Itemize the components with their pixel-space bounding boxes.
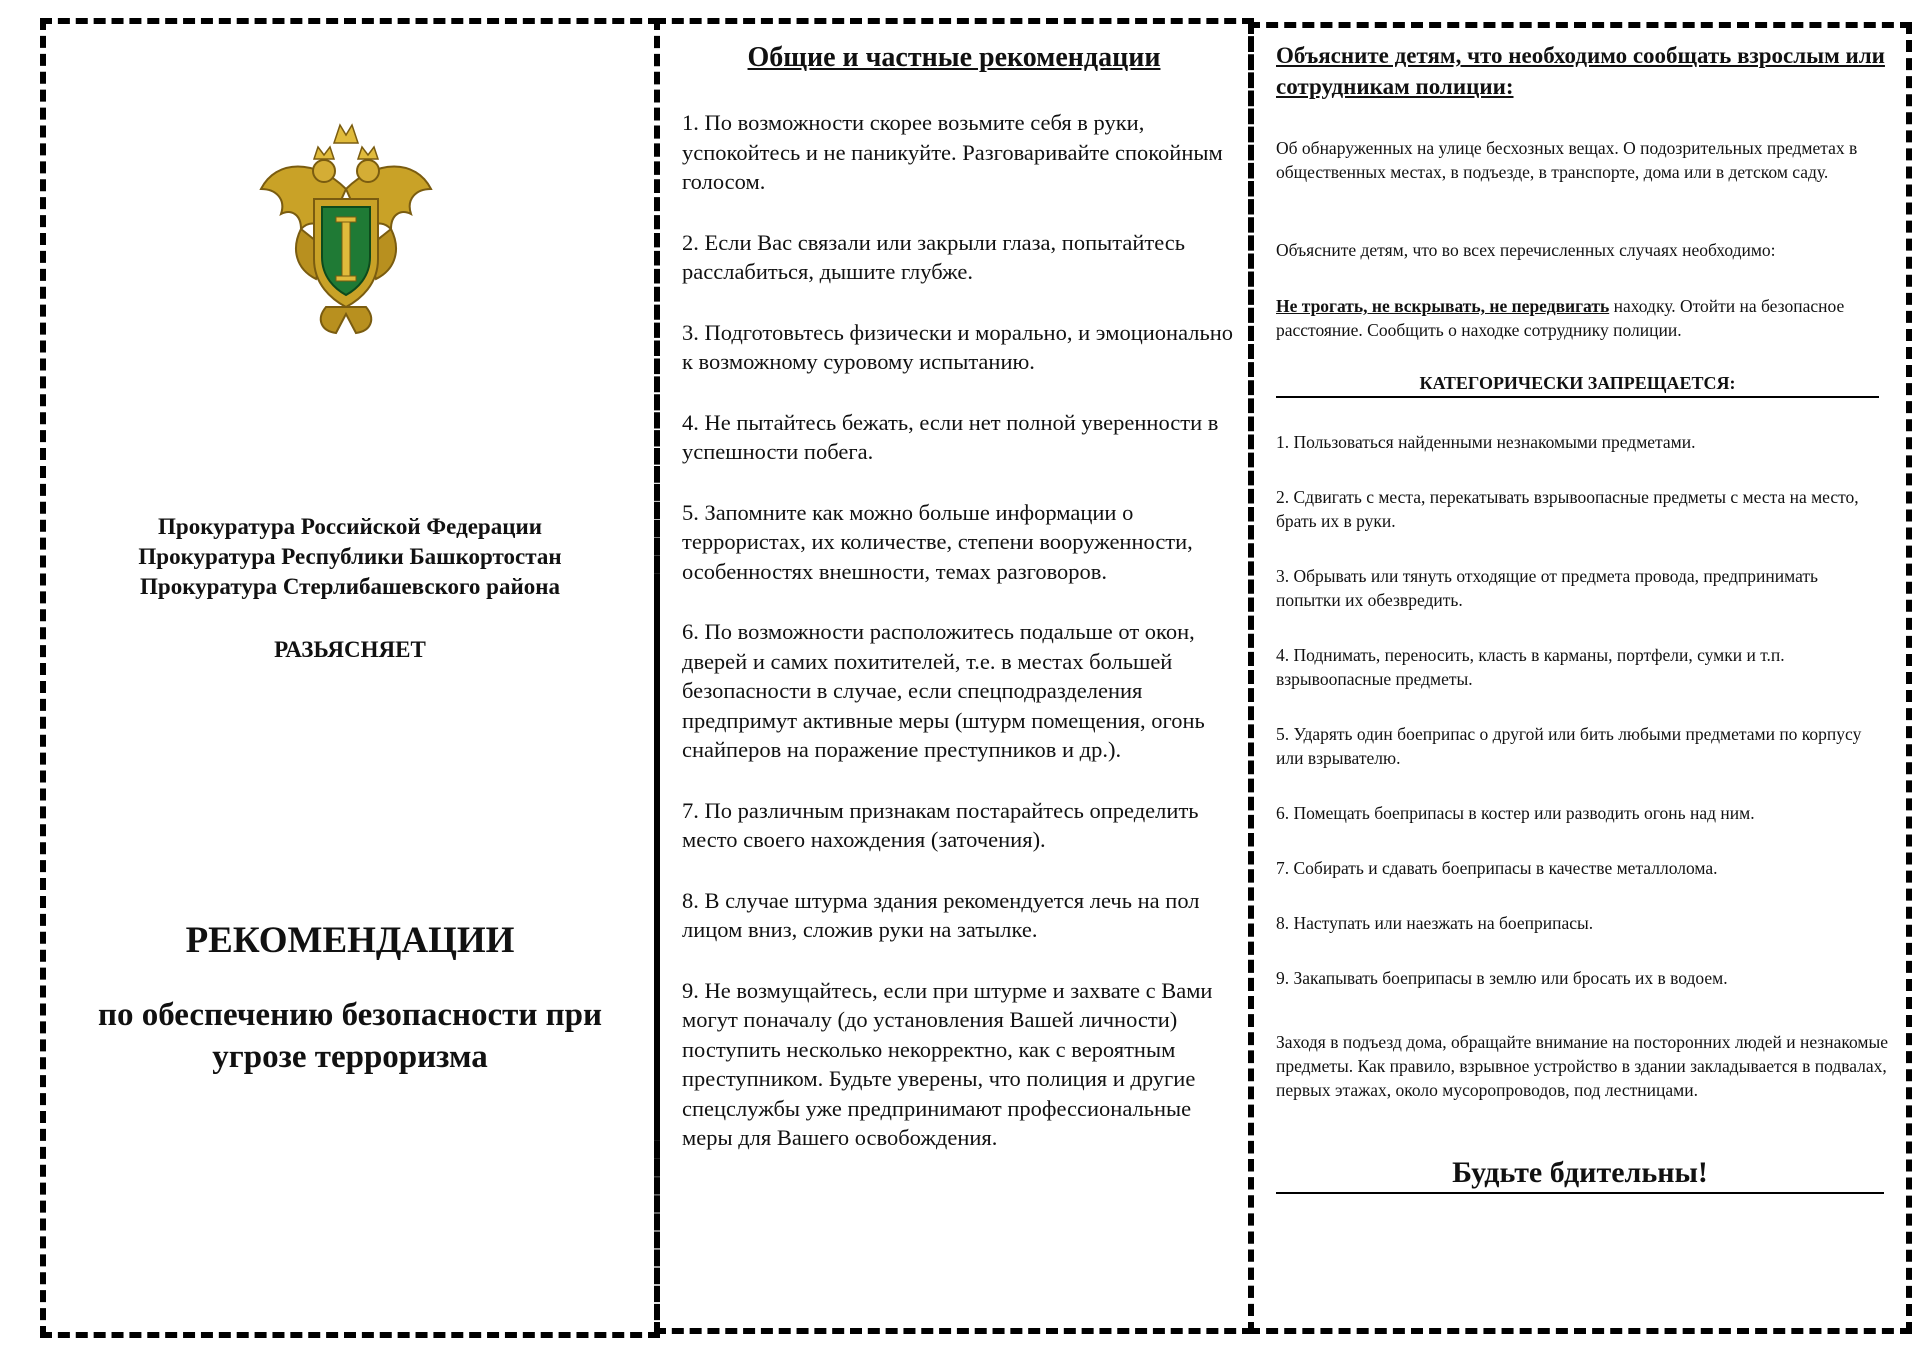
advice-paragraph: Заходя в подъезд дома, обращайте внимание на посторонних людей и незнакомые предметы. Как правило, взрывное устройство в здании закладывается в подвалах, первых этажах, около мусоропроводов, под лестницами. <box>1276 1032 1889 1100</box>
advice-paragraph: Объясните детям, что во всех перечисленных случаях необходимо: <box>1276 240 1776 260</box>
org-line: Прокуратура Республики Башкортостан <box>138 544 562 569</box>
list-item: 4. Поднимать, переносить, класть в карманы, портфели, сумки и т.п. взрывоопасные предметы. <box>1276 645 1785 689</box>
advice-paragraph: Об обнаруженных на улице бесхозных вещах. О подозрительных предметах в общественных местах, в подъезде, в транспорте, дома или в детском саду. <box>1276 138 1858 182</box>
prosecutor-emblem-icon <box>256 119 436 339</box>
cover-title: РЕКОМЕНДАЦИИ <box>185 920 515 961</box>
org-line: Прокуратура Стерлибашевского района <box>140 574 560 599</box>
forbidden-list <box>1276 430 1886 1021</box>
list-item: 7. По различным признакам постарайтесь определить место своего нахождения (заточения). <box>682 797 1199 852</box>
advice-paragraph <box>1276 294 1888 342</box>
list-item: 9. Не возмущайтесь, если при штурме и захвате с Вами могут поначалу (до установления Вашей личности) поступить несколько некорректно, как с вероятным преступником. Будьте уверены, что полиция и другие спецслужбы уже предпринимают профессиональные меры для Вашего освобождения. <box>682 977 1213 1150</box>
recommendations-title: Общие и частные рекомендации <box>747 42 1161 73</box>
recommendations-panel <box>654 18 1254 1334</box>
children-advice-panel <box>1248 22 1912 1334</box>
list-item: 6. По возможности расположитесь подальше от окон, дверей и самих похитителей, т.е. в местах большей безопасности в случае, если спецподразделения предпримут активные меры (штурм помещения, огонь снайперов на поражение преступников и др.). <box>682 619 1205 762</box>
recommendations-list <box>682 108 1234 1184</box>
list-item: 8. Наступать или наезжать на боеприпасы. <box>1276 913 1594 933</box>
list-item: 7. Собирать и сдавать боеприпасы в качестве металлолома. <box>1276 858 1718 878</box>
org-line: Прокуратура Российской Федерации <box>158 514 542 539</box>
cover-subtitle <box>66 994 634 1078</box>
organizations-block <box>46 512 654 602</box>
list-item: 2. Если Вас связали или закрыли глаза, попытайтесь расслабиться, дышите глубже. <box>682 229 1185 284</box>
closing-slogan: Будьте бдительны! <box>1276 1156 1884 1194</box>
list-item: 8. В случае штурма здания рекомендуется лечь на пол лицом вниз, сложив руки на затылке. <box>682 887 1200 942</box>
advice-emphasis: Не трогать, не вскрывать, не передвигать <box>1276 296 1610 316</box>
list-item: 6. Помещать боеприпасы в костер или разводить огонь над ним. <box>1276 803 1755 823</box>
cover-panel <box>40 18 660 1338</box>
advice-text: находку. Отойти на безопасное расстояние. Сообщить о находке сотруднику полиции. <box>1276 296 1845 340</box>
subtitle-line: угрозе терроризма <box>212 1039 488 1075</box>
list-item: 3. Обрывать или тянуть отходящие от предмета провода, предпринимать попытки их обезвредить. <box>1276 566 1819 610</box>
explains-label: РАЗЬЯСНЯЕТ <box>274 637 426 662</box>
list-item: 4. Не пытайтесь бежать, если нет полной уверенности в успешности побега. <box>682 409 1219 464</box>
list-item: 5. Ударять один боеприпас о другой или бить любыми предметами по корпусу или взрывателю. <box>1276 724 1862 768</box>
list-item: 5. Запомните как можно больше информации о террористах, их количестве, степени вооруженности, особенностях внешности, темах разговоров. <box>682 499 1193 584</box>
children-advice-heading: Объясните детям, что необходимо сообщать взрослым или сотрудникам полиции: <box>1276 43 1885 99</box>
subtitle-line: по обеспечению безопасности при <box>97 997 603 1033</box>
list-item: 9. Закапывать боеприпасы в землю или бросать их в водоем. <box>1276 968 1728 988</box>
forbidden-title <box>1276 373 1879 398</box>
list-item: 3. Подготовьтесь физически и морально, и эмоционально к возможному суровому испытанию. <box>682 319 1234 374</box>
forbidden-title-text: КАТЕГОРИЧЕСКИ ЗАПРЕЩАЕТСЯ: <box>1419 373 1736 393</box>
list-item: 1. По возможности скорее возьмите себя в руки, успокойтесь и не паникуйте. Разговаривайте спокойным голосом. <box>682 110 1223 194</box>
list-item: 1. Пользоваться найденными незнакомыми предметами. <box>1276 432 1696 452</box>
list-item: 2. Сдвигать с места, перекатывать взрывоопасные предметы с места на место, брать их в руки. <box>1276 487 1859 531</box>
